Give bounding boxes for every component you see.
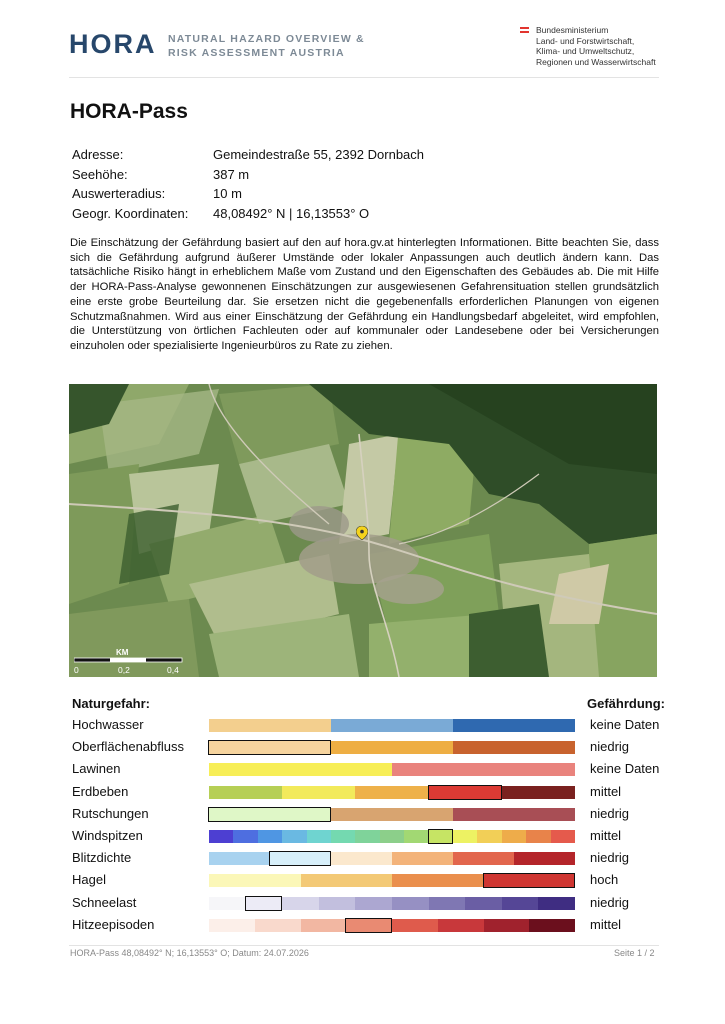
hazard-scale-segment [502, 830, 526, 843]
hazard-scale-segment [551, 830, 575, 843]
selected-class-marker [245, 896, 283, 911]
hazard-scale-segment [502, 786, 575, 799]
hazard-scale-segment [209, 763, 392, 776]
selected-class-marker [345, 918, 392, 933]
logo-subtitle-line2: RISK ASSESSMENT AUSTRIA [168, 47, 345, 59]
hazard-scale-segment [484, 919, 530, 932]
hazard-scale-segment [307, 830, 331, 843]
ministry-line: Land- und Forstwirtschaft, [536, 35, 635, 46]
austria-flag-icon [520, 27, 529, 33]
hazard-scale-segment [429, 897, 466, 910]
header-divider [69, 77, 659, 78]
hazard-scale-segment [453, 808, 575, 821]
hazard-level: niedrig [590, 739, 630, 755]
hazard-scale-segment [209, 719, 331, 732]
hazard-level: keine Daten [590, 761, 660, 777]
selected-class-marker [208, 740, 331, 755]
hazard-scale-segment [282, 830, 306, 843]
selected-class-marker [269, 851, 331, 866]
disclaimer-text: Die Einschätzung der Gefährdung basiert auf den auf hora.gv.at hinterlegten Informationen. Bitte beachten Sie, dass sich die Gefährdung aufgrund äußerer Umstände oder lokaler Anpassungen auch deutlich ändern kann. Das tatsächliche Risiko hängt in erheblichem Maße vom Zustand und den Eigenschaften des Gebäudes ab. Die mit Hilfe der HORA-Pass-Analyse gewonnenen Einschätzungen zur ausgewiesenen Gefahrensituation stellen grundsätzlich eine erste grobe Beurteilung dar. Sie ersetzen nicht die gegebenenfalls erforderlichen Planungen von eigenen Schutzmaßnahmen. Wird aus einer Einschätzung der Gefährdung ein Handlungsbedarf abgeleitet, wird empfohlen, die Unterstützung von örtlichen Fachleuten oder auf kommunaler oder Landesebene oder bei Versicherungen einzuholen oder spezialisierte Ingenieurbüros zu Rate zu ziehen. [70, 237, 659, 352]
hazard-name: Hochwasser [72, 717, 144, 732]
hazard-scale-segment [453, 741, 575, 754]
hazard-scale-segment [392, 919, 438, 932]
info-row-radius [72, 184, 424, 204]
footer-text: HORA-Pass 48,08492° N; 16,13553° O; Datum: 24.07.2026 [70, 948, 309, 958]
hazard-scale-segment [392, 874, 484, 887]
scale-label: 0,4 [167, 665, 179, 675]
risk-column-header: Gefährdung: [587, 696, 665, 711]
hazard-scale-segment [331, 808, 453, 821]
hazard-scale-segment [355, 897, 392, 910]
info-label: Auswerteradius: [72, 186, 166, 201]
hazard-scale-segment [209, 852, 270, 865]
hazard-scale-bar [209, 763, 575, 776]
hazard-scale-segment [233, 830, 257, 843]
hazard-name: Erdbeben [72, 783, 129, 799]
hazard-scale-segment [477, 830, 501, 843]
info-label: Seehöhe: [72, 166, 128, 182]
hazard-scale-segment [319, 897, 356, 910]
hazard-scale-segment [392, 763, 575, 776]
hazard-scale-segment [282, 786, 355, 799]
hazard-scale-segment [209, 830, 233, 843]
hazard-scale-segment [209, 897, 246, 910]
hazard-scale-bar [209, 741, 575, 754]
hazard-scale-segment [209, 874, 301, 887]
hazard-scale-segment [529, 919, 575, 932]
hazard-scale-segment [355, 830, 379, 843]
hazard-scale-segment [380, 830, 404, 843]
scale-label: 0 [74, 665, 79, 675]
hazard-scale-segment [392, 852, 453, 865]
hazard-scale-segment [453, 719, 575, 732]
hazard-scale-segment [392, 897, 429, 910]
info-value: 10 m [213, 186, 242, 201]
hazard-scale-bar [209, 830, 575, 843]
hazard-level: hoch [590, 872, 619, 888]
hazard-level: niedrig [590, 850, 630, 866]
hazard-scale-segment [331, 852, 392, 865]
selected-class-marker [208, 807, 331, 822]
hazard-name: Windspitzen [72, 828, 143, 843]
hazard-scale-segment [331, 719, 453, 732]
logo-subtitle [168, 32, 365, 60]
hazard-level: niedrig [590, 805, 630, 821]
ministry-line: Bundesministerium [536, 25, 609, 35]
hazard-scale-segment [502, 897, 539, 910]
hazard-scale-segment [255, 919, 301, 932]
hazard-column-header: Naturgefahr: [72, 696, 151, 711]
scale-unit: KM [116, 648, 129, 657]
hazard-scale-segment [301, 874, 393, 887]
hazard-name: Lawinen [72, 761, 121, 777]
info-row-coordinates [72, 204, 424, 224]
hazard-name: Blitzdichte [72, 850, 132, 866]
hazard-level: keine Daten [590, 717, 660, 732]
info-label: Geogr. Koordinaten: [72, 205, 189, 221]
hazard-scale-segment [209, 786, 282, 799]
ministry-line: Regionen und Wasserwirtschaft [536, 56, 656, 67]
hazard-name: Hitzeepisoden [72, 916, 155, 932]
hazard-scale-segment [258, 830, 282, 843]
hazard-level: niedrig [590, 894, 630, 910]
ministry-name [536, 25, 656, 67]
hazard-scale-segment [514, 852, 575, 865]
ministry-line: Klima- und Umweltschutz, [536, 46, 635, 57]
hazard-scale-segment [453, 830, 477, 843]
info-value: Gemeindestraße 55, 2392 Dornbach [213, 147, 425, 162]
hazard-scale-segment [331, 741, 453, 754]
hazard-scale-segment [282, 897, 319, 910]
hazard-scale-segment [209, 919, 255, 932]
selected-class-marker [428, 785, 502, 800]
info-value: 48,08492° N | 16,13553° O [213, 205, 370, 221]
hazard-name: Rutschungen [72, 805, 149, 821]
selected-class-marker [483, 873, 576, 888]
hazard-scale-bar [209, 897, 575, 910]
hora-logo: HORA [69, 29, 157, 59]
hazard-level: mittel [590, 828, 622, 843]
hazard-scale-segment [331, 830, 355, 843]
hazard-scale-bar [209, 919, 575, 932]
hazard-scale-segment [355, 786, 428, 799]
hazard-name: Hagel [72, 872, 106, 888]
location-marker-icon[interactable] [356, 526, 368, 545]
scale-label: 0,2 [118, 665, 130, 675]
logo-subtitle-line1: NATURAL HAZARD OVERVIEW & [168, 33, 365, 45]
hazard-scale-segment [538, 897, 575, 910]
hazard-scale-bar [209, 874, 575, 887]
footer-divider [69, 945, 659, 946]
hazard-scale-bar [209, 719, 575, 732]
location-info [72, 145, 424, 223]
hazard-name: Schneelast [72, 894, 137, 910]
info-row-address [72, 145, 424, 165]
hazard-scale-segment [301, 919, 347, 932]
info-value: 387 m [213, 166, 250, 182]
hazard-scale-segment [453, 852, 514, 865]
aerial-map[interactable] [69, 384, 657, 677]
hazard-level: mittel [590, 783, 622, 799]
hazard-scale-bar [209, 786, 575, 799]
hazard-level: mittel [590, 916, 622, 932]
page-number: Seite 1 / 2 [614, 948, 655, 958]
selected-class-marker [428, 829, 453, 844]
hazard-scale-segment [526, 830, 550, 843]
info-label: Adresse: [72, 147, 124, 162]
info-row-altitude [72, 165, 424, 185]
hazard-scale-segment [465, 897, 502, 910]
hazard-scale-bar [209, 808, 575, 821]
hazard-scale-segment [404, 830, 428, 843]
hazard-name: Oberflächenabfluss [72, 739, 185, 755]
page-title: HORA-Pass [70, 100, 188, 123]
hazard-scale-segment [438, 919, 484, 932]
hazard-scale-bar [209, 852, 575, 865]
